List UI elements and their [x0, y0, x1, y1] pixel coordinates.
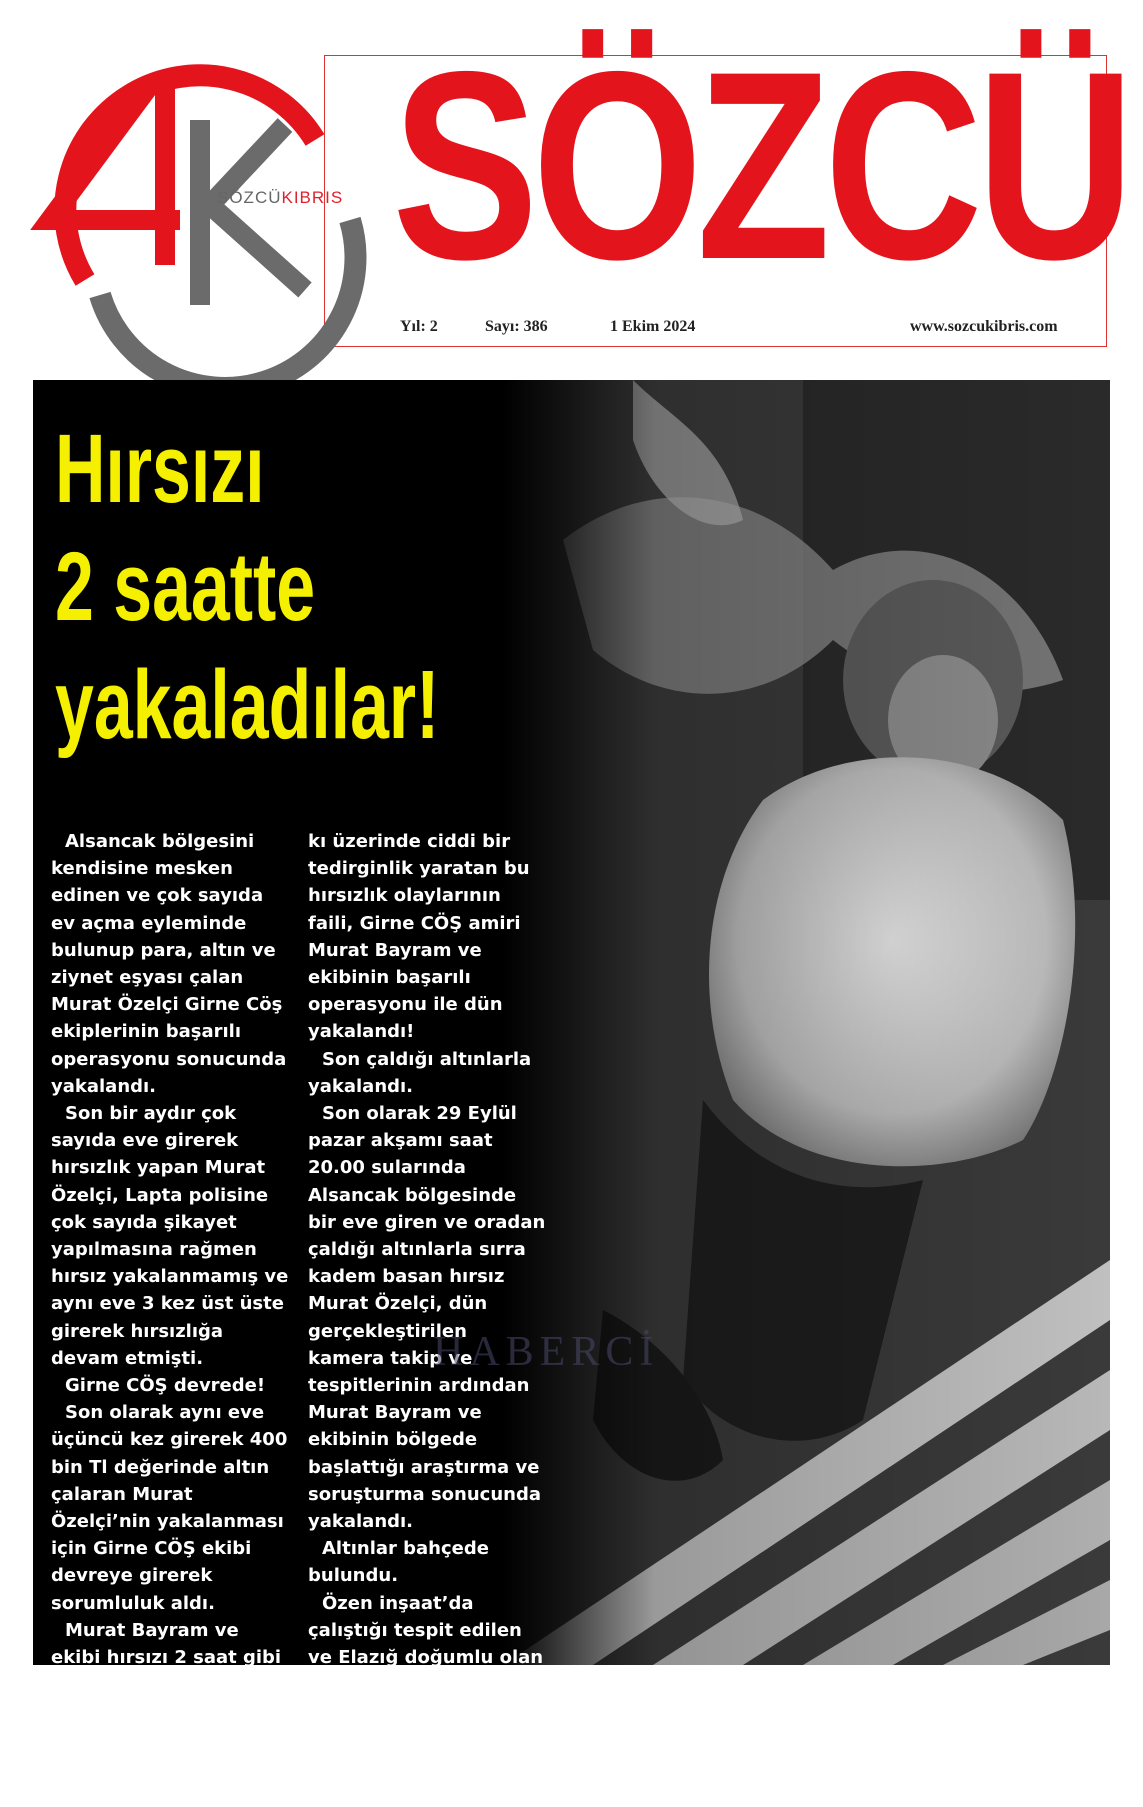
- subheading: Girne CÖŞ devrede!: [65, 1375, 266, 1397]
- cover-story: [33, 380, 1110, 1805]
- paragraph: Alsancakta adeta huzur bırakmayan ve bölge hal-: [51, 1728, 265, 1805]
- website-link[interactable]: www.sozcukibris.com: [910, 318, 1058, 335]
- headline-line-1: Hırsızı: [55, 414, 265, 523]
- paragraph: Son olarak aynı eve üçüncü kez girerek 400 bin Tl değerinde altın çalaran Murat Özelçi’nin yakalanması için Girne CÖŞ ekibi devreye girerek sorumluluk aldı.: [51, 1402, 288, 1614]
- paragraph: Son olarak 29 Eylül pazar akşamı saat 20.00 sularında Alsancak bölgesinde bir eve giren ve oradan çaldığı altınlarla sırra kadem basan hırsız Murat Özelçi, dün gerçekleştirilen kamera takip ve tespitlerinin ardından Murat Bayram ve ekibinin bölgede başlattığı araştırma ve soruşturma sonucunda yakalandı.: [308, 1103, 546, 1533]
- paragraph: Son bir aydır çok sayıda eve girerek hırsızlık yapan Murat Özelçi, Lapta polisine çok sayıda şikayet yapılmasına rağmen hırsız yakalanmamış ve aynı eve 3 kez üst üste girerek hırsızlığa devam etmişti.: [51, 1103, 289, 1369]
- paragraph: kı üzerinde ciddi bir tedirginlik yaratan bu hırsızlık olaylarının faili, Girne CÖŞ amiri Murat Bayram ve ekibinin başarılı operasyonu ile dün yakalandı!: [308, 831, 530, 1043]
- subheading: Altınlar bahçede bulundu.: [308, 1538, 489, 1587]
- paragraph: Alsancak bölgesini kendisine mesken edinen ve çok sayıda ev açma eyleminde bulunup para, altın ve ziynet eşyası çalan Murat Özelçi Girne Cöş ekiplerinin başarılı operasyonu sonucunda yakalandı.: [51, 831, 287, 1097]
- subheading: Murat Bayram ve ekibi hırsızı 2 saat gibi kısa bir sürede yakaladı!: [51, 1619, 282, 1723]
- headline-line-3: yakaladılar!: [55, 650, 440, 759]
- subheading: Son çaldığı altınlarla yakalandı.: [308, 1048, 532, 1097]
- issue-label: Sayı: 386: [485, 318, 548, 335]
- issue-date: 1 Ekim 2024: [610, 318, 696, 335]
- cctv-photo: [503, 380, 1110, 1665]
- headline: [55, 410, 439, 764]
- article-column-2: [308, 828, 546, 1780]
- year-label: Yıl: 2: [400, 318, 438, 335]
- masthead-title: SÖZCÜ: [392, 15, 1129, 315]
- logo-wordmark: SÖZCÜKIBRIS: [217, 188, 344, 207]
- paragraph: Özen inşaat’da çalıştığı tespit edilen ve Elazığ doğumlu olan Murat Özelçinin çalmış olduğu altınlar ikamet etmekte olduğu bahçe içersinde bulundu.: [308, 1592, 544, 1777]
- watermark: HABERCİ: [433, 1329, 660, 1375]
- article-column-1: [51, 828, 289, 1807]
- headline-line-2: 2 saatte: [55, 532, 316, 641]
